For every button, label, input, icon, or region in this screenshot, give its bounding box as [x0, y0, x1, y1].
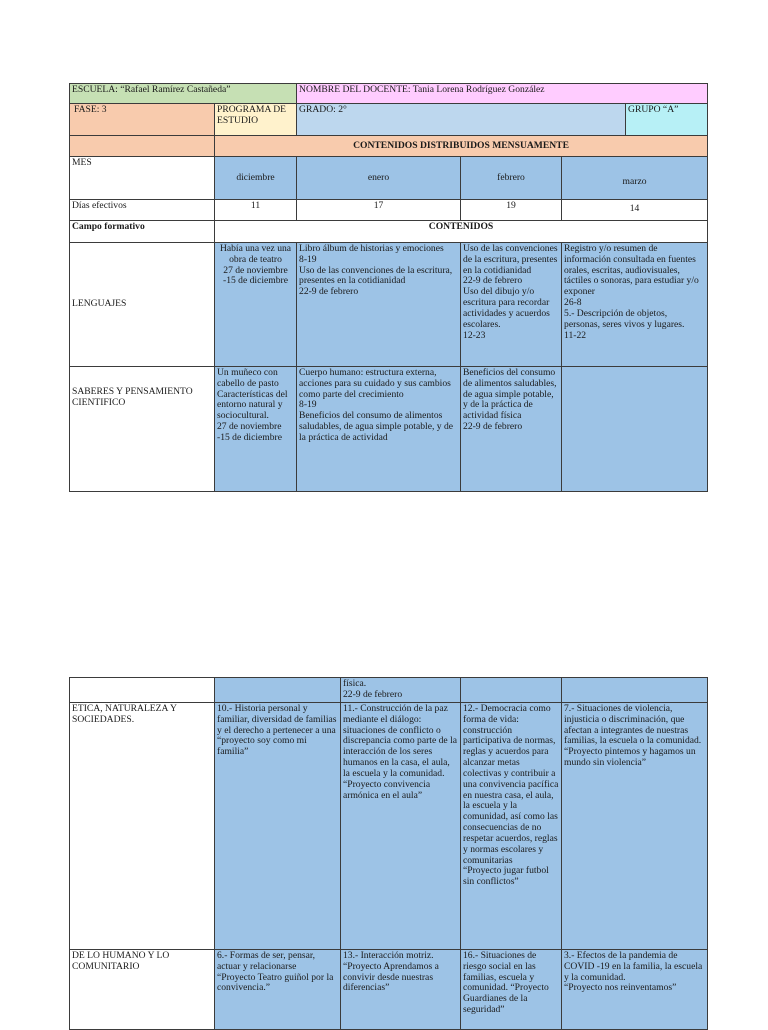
continuation-field-cell	[70, 678, 215, 703]
content-cell-saberes-feb: Beneficios del consumo de alimentos saludables, de agua simple potable, y de la práctica de actividad física 22-9 de febrero	[461, 367, 562, 492]
planning-table-page2	[69, 677, 708, 1030]
content-cell-lenguajes-feb: Uso de las convenciones de la escritura, presentes en la cotidianidad 22-9 de febrero Uso del dibujo y/o escritura para recordar actividades y acuerdos escolares. 12-23	[461, 243, 562, 367]
content-cell-saberes-mar	[562, 367, 708, 492]
school-name: ESCUELA: “Rafael Ramírez Castañeda”	[70, 84, 297, 104]
teacher-name: NOMBRE DEL DOCENTE: Tania Lorena Rodríguez González	[297, 84, 708, 104]
content-cell-etica-jan: 11.- Construcción de la paz mediante el diálogo: situaciones de conflicto o discrepancia como parte de la interacción de los seres humanos en la casa, el aula, la escuela y la comunidad. “Proyecto convivencia armónica en el aula”	[341, 703, 461, 950]
content-cell-etica-feb: 12.- Democracia como forma de vida: construcción participativa de normas, reglas y acuerdos para alcanzar metas colectivas y contribuir a una convivencia pacífica en nuestra casa, el aula, la escuela y la comunidad, así como las consecuencias de no respetar acuerdos, reglas y normas escolares y comunitarias “Proyecto jugar futbol sin conflictos”	[461, 703, 562, 950]
content-cell-lenguajes-dec: Había una vez una obra de teatro 27 de noviembre -15 de diciembre	[215, 243, 297, 367]
continuation-cell-jan: física. 22-9 de febrero	[341, 678, 461, 703]
contents-label: CONTENIDOS	[215, 221, 708, 243]
month-march: marzo	[562, 157, 708, 200]
continuation-cell-feb	[461, 678, 562, 703]
month-january: enero	[297, 157, 461, 200]
content-cell-saberes-jan: Cuerpo humano: estructura externa, acciones para su cuidado y sus cambios como parte del crecimiento 8-19 Beneficios del consumo de alimentos saludables, de agua simple potable, y de la práctica de actividad	[297, 367, 461, 492]
blank-cell	[70, 136, 215, 157]
content-cell-humano-dec: 6.- Formas de ser, pensar, actuar y relacionarse “Proyecto Teatro guiñol por la convivencia.”	[215, 950, 341, 1030]
continuation-cell-mar	[562, 678, 708, 703]
content-cell-humano-jan: 13.- Interacción motriz. “Proyecto Aprendamos a convivir desde nuestras diferencias”	[341, 950, 461, 1030]
program-label: PROGRAMA DE ESTUDIO	[215, 104, 297, 136]
formative-field-label: Campo formativo	[70, 221, 215, 243]
field-name-saberes: SABERES Y PENSAMIENTO CIENTIFICO	[70, 367, 215, 492]
field-name-lenguajes: LENGUAJES	[70, 243, 215, 367]
content-cell-humano-mar: 3.- Efectos de la pandemia de COVID -19 en la familia, la escuela y la comunidad. “Proyecto nos reinventamos”	[562, 950, 708, 1030]
phase-label: FASE: 3	[70, 104, 215, 136]
month-february: febrero	[461, 157, 562, 200]
field-name-etica: ETICA, NATURALEZA Y SOCIEDADES.	[70, 703, 215, 950]
planning-table-page1	[69, 83, 708, 492]
contents-title: CONTENIDOS DISTRIBUIDOS MENSUAMENTE	[215, 136, 708, 157]
grade-label: GRADO: 2°	[297, 104, 626, 136]
group-label: GRUPO “A”	[626, 104, 708, 136]
content-cell-humano-feb: 16.- Situaciones de riesgo social en las familias, escuela y comunidad. “Proyecto Guardianes de la seguridad”	[461, 950, 562, 1030]
field-name-humano: DE LO HUMANO Y LO COMUNITARIO	[70, 950, 215, 1030]
effective-days-label: Días efectivos	[70, 200, 215, 221]
content-cell-lenguajes-jan: Libro álbum de historias y emociones 8-19 Uso de las convenciones de la escritura, presentes en la cotidianidad 22-9 de febrero	[297, 243, 461, 367]
month-label: MES	[70, 157, 215, 200]
content-cell-lenguajes-mar: Registro y/o resumen de información consultada en fuentes orales, escritas, audiovisuales, táctiles o sonoras, para estudiar y/o exponer 26-8 5.- Descripción de objetos, personas, seres vivos y lugares. 11-22	[562, 243, 708, 367]
continuation-cell-dec	[215, 678, 341, 703]
days-december: 11	[215, 200, 297, 221]
content-cell-etica-mar: 7.- Situaciones de violencia, injusticia o discriminación, que afectan a integrantes de nuestras familias, la escuela o la comunidad. “Proyecto pintemos y hagamos un mundo sin violencia”	[562, 703, 708, 950]
days-january: 17	[297, 200, 461, 221]
days-march: 14	[562, 200, 708, 221]
days-february: 19	[461, 200, 562, 221]
content-cell-saberes-dec: Un muñeco con cabello de pasto Características del entorno natural y sociocultural. 27 de noviembre -15 de diciembre	[215, 367, 297, 492]
month-december: diciembre	[215, 157, 297, 200]
content-cell-etica-dec: 10.- Historia personal y familiar, diversidad de familias y el derecho a pertenecer a una “proyecto soy como mi familia”	[215, 703, 341, 950]
